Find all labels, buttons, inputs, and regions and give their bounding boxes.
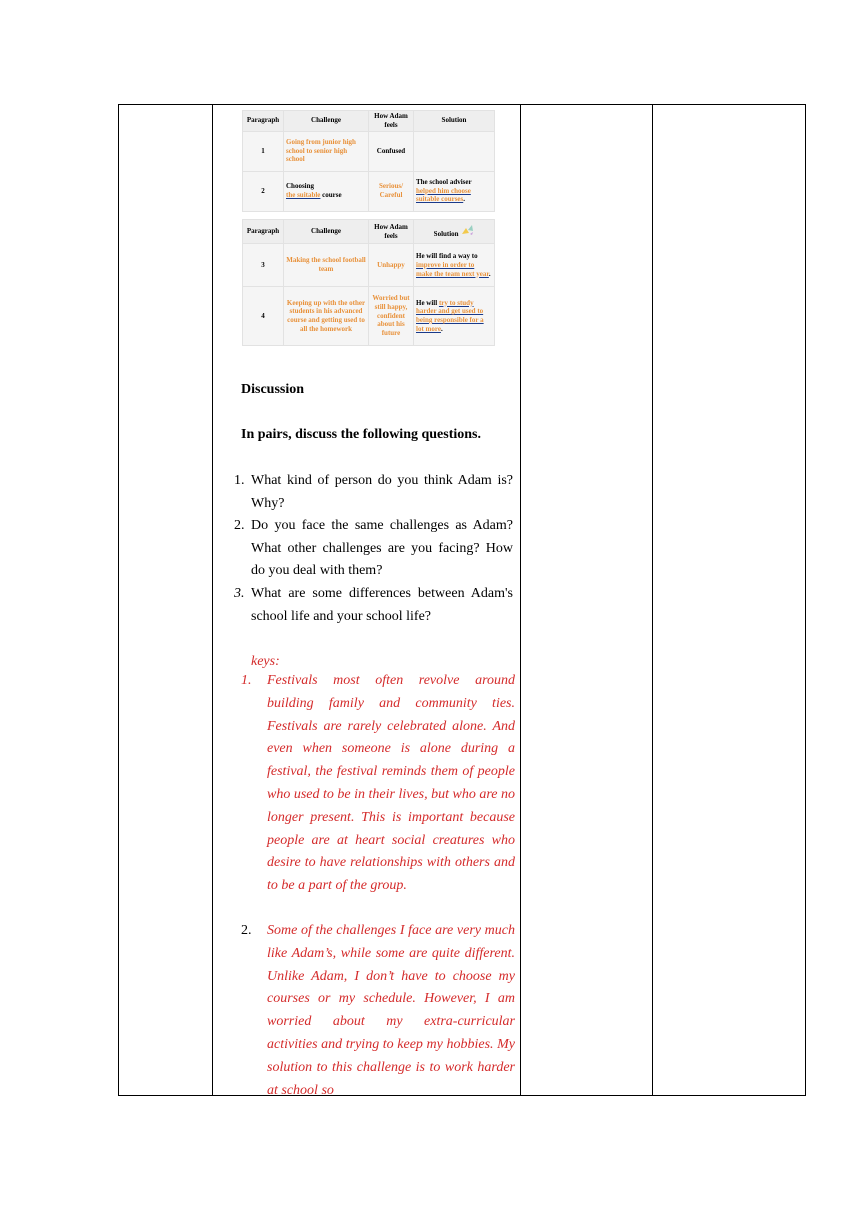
discussion-title: Discussion bbox=[241, 382, 305, 397]
challenge-cell: Keeping up with the other students in his advanced course and getting used to all the homework bbox=[284, 287, 369, 346]
table-header: Solution bbox=[414, 220, 495, 244]
lesson-table bbox=[118, 104, 806, 1096]
table-row bbox=[243, 287, 495, 346]
challenge-answer: the suitable bbox=[286, 191, 321, 199]
solution-cell: He will find a way to improve in order to make the team next year. bbox=[414, 244, 495, 287]
answer-item bbox=[237, 920, 515, 1100]
table-header: How Adam feels bbox=[369, 220, 414, 244]
table-row bbox=[243, 171, 495, 211]
table-header: Paragraph bbox=[243, 220, 284, 244]
answer-text: Festivals most often revolve around building family and community ties. Festivals are rarely celebrated alone. And even when someone is alone during a festival, the festival reminds them of people who used to be in their lives, but who are no longer present. This is important because people are at heart social creatures who desire to have relationships with others and to be a part of the group. bbox=[267, 673, 515, 894]
answer-number: 1. bbox=[241, 673, 252, 688]
question-text: What kind of person do you think Adam is? Why? bbox=[251, 473, 513, 511]
question-number: 3. bbox=[234, 586, 245, 601]
solution-prefix: The school adviser bbox=[416, 177, 472, 186]
discussion-instruction: In pairs, discuss the following questions. bbox=[241, 427, 482, 442]
column-divider bbox=[212, 105, 213, 1095]
solution-cell bbox=[414, 131, 495, 171]
challenge-cell: Going from junior high school to senior high school bbox=[284, 131, 369, 171]
paragraph-cell: 2 bbox=[243, 171, 284, 211]
question-number: 2. bbox=[234, 518, 245, 533]
table-header: Challenge bbox=[284, 220, 369, 244]
feels-cell: Worried but still happy, confident about his future bbox=[369, 287, 414, 346]
table-header: Solution bbox=[414, 111, 495, 132]
solution-cell: He will try to study harder and get used to being responsible for a lot more. bbox=[414, 287, 495, 346]
solution-cell: The school adviser helped him choose suitable courses. bbox=[414, 171, 495, 211]
table-header-row bbox=[243, 220, 495, 244]
challenge-prefix: Choosing bbox=[286, 182, 315, 191]
column-divider bbox=[520, 105, 521, 1095]
question-text: What are some differences between Adam's school life and your school life? bbox=[251, 586, 513, 624]
answer-item bbox=[237, 670, 515, 920]
keys-label: keys: bbox=[251, 654, 280, 669]
paragraph-cell: 1 bbox=[243, 131, 284, 171]
challenge-cell: Making the school football team bbox=[284, 244, 369, 287]
challenge-table-1 bbox=[242, 110, 495, 212]
feels-cell: Serious/ Careful bbox=[369, 171, 414, 211]
answer-text: Some of the challenges I face are very much like Adam’s, while some are quite different. Unlike Adam, I don’t have to choose my courses or my schedule. However, I am worried about my extra-curricular activities and trying to keep my hobbies. My solution to this challenge is to work harder at school so bbox=[267, 923, 515, 1098]
question-item bbox=[234, 470, 514, 516]
challenge-suffix: course bbox=[322, 191, 342, 199]
paragraph-cell: 4 bbox=[243, 287, 284, 346]
solution-answer: improve in order to make the team next year bbox=[416, 260, 489, 278]
table-header: How Adam feels bbox=[369, 111, 414, 132]
answer-number: 2. bbox=[241, 923, 252, 938]
paragraph-cell: 3 bbox=[243, 244, 284, 287]
challenge-cell bbox=[284, 171, 369, 211]
table-row bbox=[243, 131, 495, 171]
challenge-table-2 bbox=[242, 219, 495, 346]
solution-prefix: He will bbox=[416, 298, 438, 307]
question-item bbox=[234, 515, 514, 583]
question-item bbox=[234, 583, 514, 629]
question-number: 1. bbox=[234, 473, 245, 488]
column-divider bbox=[652, 105, 653, 1095]
solution-answer: helped him choose suitable courses bbox=[416, 186, 471, 204]
table-header: Paragraph bbox=[243, 111, 284, 132]
solution-prefix: He will find a way to bbox=[416, 252, 478, 261]
feels-cell: Unhappy bbox=[369, 244, 414, 287]
feels-cell: Confused bbox=[369, 131, 414, 171]
table-header-row bbox=[243, 111, 495, 132]
solution-answer: try to study harder and get used to being responsible for a lot more bbox=[416, 298, 484, 333]
question-text: Do you face the same challenges as Adam? What other challenges are you facing? How do you deal with them? bbox=[251, 518, 513, 578]
table-row bbox=[243, 244, 495, 287]
table-header: Challenge bbox=[284, 111, 369, 132]
decorative-leaf-icon bbox=[460, 230, 474, 238]
